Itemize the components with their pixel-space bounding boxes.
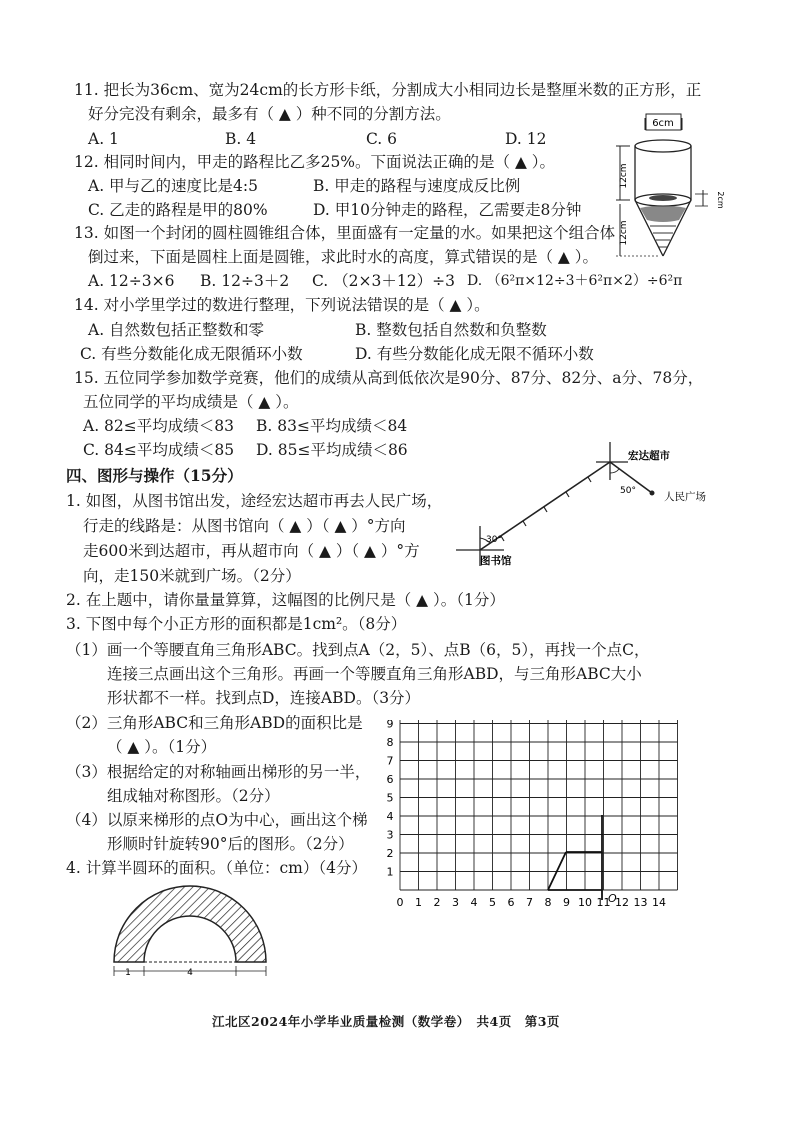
q13-option-a: A. 12÷3×6	[88, 272, 175, 290]
angle-50-label: 50°	[620, 486, 636, 496]
cylinder-top	[635, 140, 691, 152]
grid-y-tick-label: 4	[386, 810, 394, 823]
q13-stem-line1: 13. 如图一个封闭的圆柱圆锥组合体，里面盛有一定量的水。如果把这个组合体	[74, 224, 616, 242]
angle-50-arc	[610, 469, 619, 473]
semicircle-ring-figure	[106, 880, 276, 980]
s4-p3-4-line2: 形顺时针旋转90°后的图形。（2分）	[107, 835, 354, 853]
grid-x-tick-label: 13	[633, 896, 648, 909]
s4-p3-3-line1: （3）根据给定的对称轴画出梯形的另一半，	[66, 763, 371, 781]
cylinder-height-label: 12cm	[619, 163, 629, 189]
q13-stem-line2: 倒过来，下面是圆柱上面是圆锥，求此时水的高度，算式错误的是（ ▲ ）。	[88, 248, 599, 266]
grid-x-tick-label: 14	[652, 896, 666, 909]
q14-stem: 14. 对小学里学过的数进行整理，下列说法错误的是（ ▲ ）。	[74, 296, 490, 314]
q12-option-a: A. 甲与乙的速度比是4:5	[88, 177, 258, 195]
grid-y-tick-label: 2	[386, 847, 394, 860]
q14-option-d: D. 有些分数能化成无限不循环小数	[355, 345, 594, 363]
grid-x-tick-label: 3	[452, 896, 459, 909]
q14-option-b: B. 整数包括自然数和负整数	[355, 321, 547, 339]
s4-p3-4-line1: （4）以原来梯形的点O为中心，画出这个梯	[66, 811, 368, 829]
q11-option-c: C. 6	[366, 130, 398, 148]
q12-option-c: C. 乙走的路程是甲的80%	[88, 201, 268, 219]
ring-width-label: 1	[125, 968, 131, 978]
trapezoid-slant-side	[548, 852, 566, 890]
container-figure	[600, 108, 730, 278]
grid-y-tick-label: 9	[386, 720, 394, 731]
s4-p3-3-line2: 组成轴对称图形。（2分）	[107, 787, 280, 805]
s4-p1-line4: 向，走150米就到广场。（2分）	[83, 567, 301, 585]
q11-option-d: D. 12	[505, 130, 547, 148]
grid-x-tick-label: 7	[526, 896, 533, 909]
section4-title: 四、图形与操作（15分）	[66, 466, 243, 485]
cone-height-label: 12cm	[619, 220, 629, 246]
s4-p3-1-line1: （1）画一个等腰直角三角形ABC。找到点A（2，5）、点B（6，5），再找一个点C，	[66, 641, 650, 659]
grid-x-tick-label: 5	[489, 896, 496, 909]
q11-option-b: B. 4	[225, 130, 257, 148]
q13-option-d: D. （6²π×12÷3＋6²π×2）÷6²π	[467, 273, 683, 289]
top-width-label: 6cm	[652, 118, 674, 129]
grid-y-tick-label: 3	[386, 828, 394, 842]
q15-option-c: C. 84≤平均成绩＜85	[83, 441, 235, 459]
square-label: 人民广场	[664, 491, 706, 503]
page-footer: 江北区2024年小学毕业质量检测（数学卷） 共4页 第3页	[212, 1014, 560, 1029]
grid-x-tick-label: 2	[433, 896, 441, 909]
s4-p3-2-line2: （ ▲ ）。（1分）	[107, 738, 217, 756]
grid-x-tick-label: 1	[415, 896, 422, 909]
grid-x-tick-label: 4	[470, 896, 478, 909]
grid-x-tick-label: 10	[578, 896, 592, 909]
q14-option-a: A. 自然数包括正整数和零	[88, 321, 265, 339]
water-surface	[649, 195, 677, 201]
grid-y-tick-label: 7	[386, 754, 394, 768]
grid-x-tick-label: 0	[396, 896, 404, 909]
q14-option-c: C. 有些分数能化成无限循环小数	[80, 345, 303, 363]
q12-option-b: B. 甲走的路程与速度成反比例	[313, 177, 521, 195]
library-label: 图书馆	[480, 555, 512, 567]
square-point	[650, 491, 655, 496]
q15-stem-line2: 五位同学的平均成绩是（ ▲ ）。	[83, 393, 299, 411]
s4-p4: 4. 计算半圆环的面积。（单位：cm）（4分）	[66, 859, 367, 877]
angle-30-label: 30°	[486, 535, 502, 545]
q15-option-b: B. 83≤平均成绩＜84	[256, 417, 408, 435]
grid-x-tick-label: 9	[563, 896, 570, 909]
grid-x-tick-label: 12	[615, 896, 629, 909]
grid-x-tick-label: 11	[596, 896, 611, 909]
q13-option-c: C. （2×3＋12）÷3	[312, 272, 455, 290]
grid-y-tick-label: 6	[386, 773, 394, 786]
q15-stem-line1: 15. 五位同学参加数学竞赛，他们的成绩从高到低依次是90分、87分、82分、a分、78分，	[74, 369, 704, 387]
s4-p1-line2: 行走的线路是：从图书馆向（ ▲ ）（ ▲ ）°方向	[83, 517, 406, 535]
s4-p1-line3: 走600米到达超市，再从超市向（ ▲ ）（ ▲ ）°方	[83, 542, 420, 560]
q15-option-a: A. 82≤平均成绩＜83	[83, 417, 234, 435]
grid-y-tick-label: 1	[386, 865, 394, 879]
s4-p3-2-line1: （2）三角形ABC和三角形ABD的面积比是	[66, 714, 363, 732]
route-map	[448, 440, 758, 580]
q15-option-d: D. 85≤平均成绩＜86	[256, 441, 408, 459]
inner-diameter-label: 4	[187, 968, 193, 978]
s4-p3: 3. 下图中每个小正方形的面积都是1cm²。（8分）	[66, 615, 407, 633]
q12-stem: 12. 相同时间内，甲走的路程比乙多25%。下面说法正确的是（ ▲ ）。	[74, 153, 556, 171]
water-height-label: 2cm	[716, 191, 725, 209]
q11-stem-line2: 好分完没有剩余，最多有（ ▲ ）种不同的分割方法。	[88, 105, 451, 123]
grid-y-tick-label: 5	[386, 791, 394, 805]
point-o-label: O	[608, 892, 617, 905]
water-region	[640, 206, 686, 223]
s4-p2: 2. 在上题中，请你量量算算，这幅图的比例尺是（ ▲ ）。（1分）	[66, 591, 505, 609]
s4-p3-1-line3: 形状都不一样。找到点D，连接ABD。（3分）	[107, 689, 421, 707]
q11-stem-line1: 11. 把长为36cm、宽为24cm的长方形卡纸，分割成大小相同边长是整厘米数的正方形，正	[74, 81, 702, 99]
s4-p3-1-line2: 连接三点画出这个三角形。再画一个等腰直角三角形ABD，与三角形ABC大小	[107, 665, 642, 683]
q11-option-a: A. 1	[88, 130, 119, 148]
q12-option-d: D. 甲10分钟走的路程，乙需要走8分钟	[313, 201, 582, 219]
grid-x-tick-label: 8	[544, 896, 552, 909]
supermarket-label: 宏达超市	[628, 450, 670, 462]
coordinate-grid	[376, 720, 696, 930]
grid-y-tick-label: 8	[386, 736, 394, 749]
ring-shaded-area	[114, 886, 266, 962]
grid-x-tick-label: 6	[507, 896, 515, 909]
q13-option-b: B. 12÷3＋2	[200, 272, 290, 290]
s4-p1-line1: 1. 如图，从图书馆出发，途经宏达超市再去人民广场，	[66, 492, 443, 510]
